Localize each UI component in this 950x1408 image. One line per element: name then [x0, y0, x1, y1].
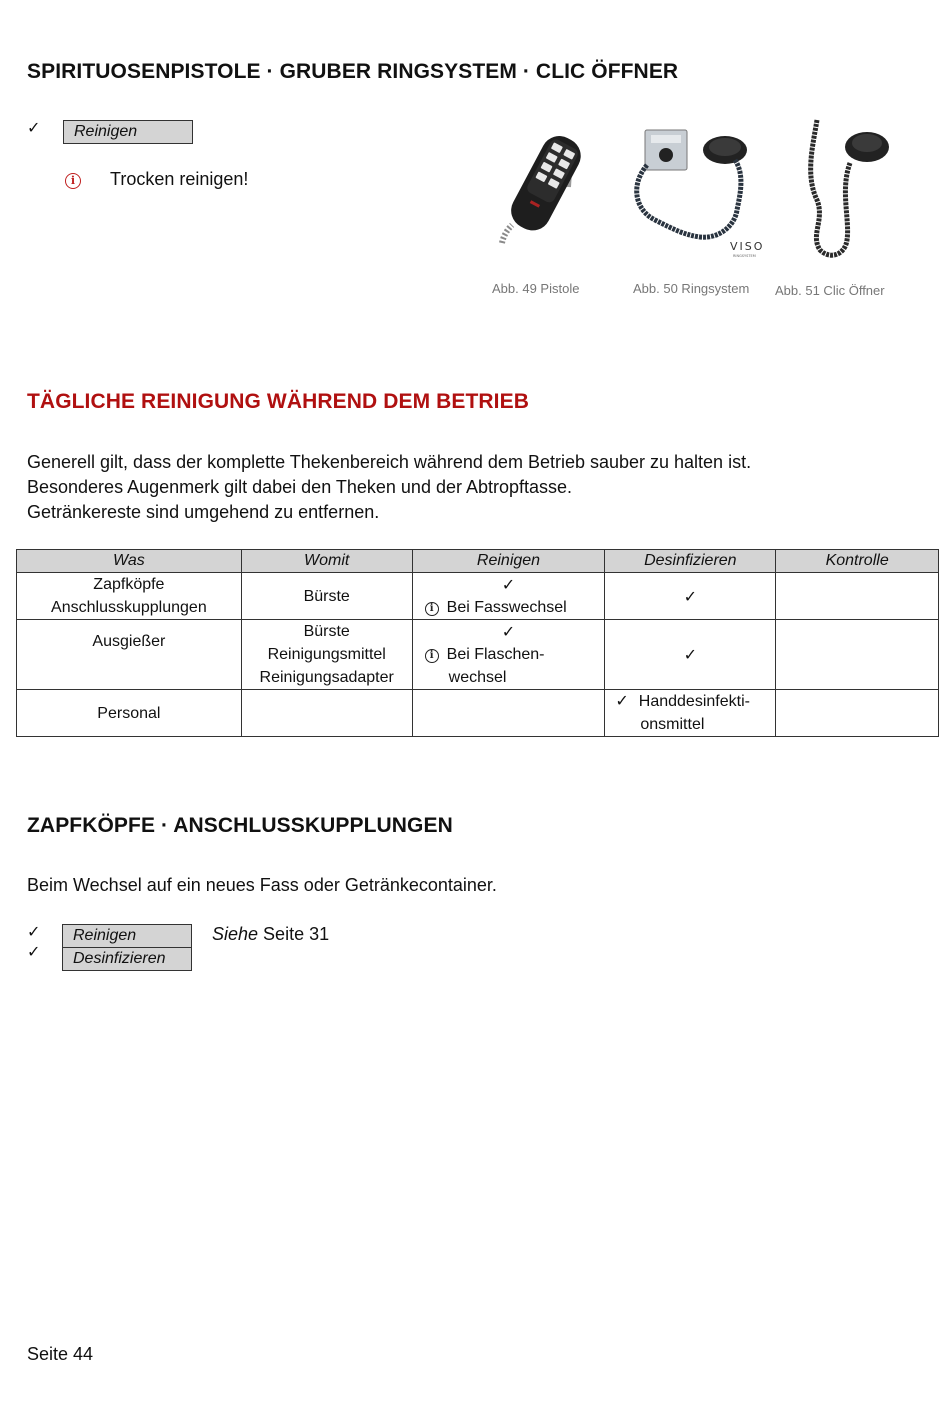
cell-note — [413, 643, 605, 666]
header-womit: Womit — [241, 550, 412, 573]
brand-sub: RINGSYSTEM — [733, 254, 756, 258]
cell-reinigen — [412, 620, 605, 690]
caption-clic-oeffner: Abb. 51 Clic Öffner — [775, 283, 885, 298]
cell-was — [17, 620, 242, 690]
cell-kontrolle — [776, 573, 939, 620]
intro-text: Beim Wechsel auf ein neues Fass oder Getränkecontainer. — [27, 875, 497, 895]
cell-text: Reinigungsmittel — [267, 646, 386, 663]
pistole-image — [490, 125, 595, 245]
reference-text: Seite 31 — [258, 924, 330, 944]
cell-text: Bei Fasswechsel — [446, 598, 567, 616]
cell-kontrolle — [776, 690, 939, 737]
ringsystem-image — [625, 125, 765, 260]
cell-desinfizieren: ✓ — [605, 573, 776, 620]
checkmark-icon: ✓ — [615, 691, 629, 710]
header-was: Was — [17, 550, 242, 573]
cell-womit — [241, 620, 412, 690]
cell-desinfizieren: ✓ — [605, 620, 776, 690]
cell-text: Personal — [97, 704, 161, 722]
caption-ringsystem: Abb. 50 Ringsystem — [633, 281, 750, 296]
cell-womit — [241, 690, 412, 737]
cell-text: Anschlusskupplungen — [51, 599, 207, 616]
cell-text: wechsel — [448, 668, 507, 686]
label-reinigen: Reinigen — [63, 120, 193, 144]
caption-pistole: Abb. 49 Pistole — [492, 281, 580, 296]
header-kontrolle: Kontrolle — [776, 550, 939, 573]
cell-text: Bürste — [303, 587, 350, 605]
section-title-taegliche-reinigung: TÄGLICHE REINIGUNG WÄHREND DEM BETRIEB — [27, 390, 529, 413]
cell-reinigen — [412, 573, 605, 620]
cell-womit — [241, 573, 412, 620]
table-row — [17, 573, 939, 620]
label-reinigen: Reinigen — [62, 924, 192, 948]
note-trocken: Trocken reinigen! — [110, 169, 249, 189]
cell-text: Handdesinfekti- — [638, 693, 750, 710]
page-reference — [212, 924, 329, 945]
header-reinigen: Reinigen — [412, 550, 605, 573]
paragraph-line: Besonderes Augenmerk gilt dabei den Theken und der Abtropftasse. — [27, 477, 573, 497]
page-number: Seite 44 — [27, 1344, 94, 1364]
cell-note — [605, 690, 775, 713]
checkmark-icon: ✓ — [501, 621, 516, 641]
cell-kontrolle — [776, 620, 939, 690]
checkmark-icon: ✓ — [27, 942, 41, 961]
paragraph-generell — [27, 450, 751, 525]
cell-text: Ausgießer — [92, 633, 166, 650]
paragraph-line: Getränkereste sind umgehend zu entfernen. — [27, 502, 380, 522]
table-row — [17, 620, 939, 690]
info-icon: i — [425, 649, 439, 663]
cell-text: Bürste — [303, 623, 350, 640]
table-header-row — [17, 550, 939, 573]
cell-text: Zapfköpfe — [93, 576, 165, 593]
paragraph-line: Generell gilt, dass der komplette Thekenbereich während dem Betrieb sauber zu halten ist. — [27, 452, 752, 472]
label-desinfizieren: Desinfizieren — [62, 947, 192, 971]
section-title-zapfkoepfe: ZAPFKÖPFE · ANSCHLUSSKUPPLUNGEN — [27, 814, 453, 837]
cleaning-table — [16, 549, 939, 737]
clic-oeffner-image — [795, 115, 895, 260]
brand-logo: VISO — [730, 240, 765, 253]
cell-text: Reinigungsadapter — [259, 669, 394, 686]
info-icon: i — [425, 602, 439, 616]
table-row — [17, 690, 939, 737]
cell-text: onsmittel — [640, 716, 705, 733]
cell-text: Bei Flaschen- — [446, 645, 545, 663]
checkmark-icon: ✓ — [501, 574, 516, 594]
checkmark-icon: ✓ — [27, 118, 41, 137]
checkmark-icon: ✓ — [27, 922, 41, 941]
cell-reinigen — [412, 690, 605, 737]
section-title-pistole: SPIRITUOSENPISTOLE · GRUBER RINGSYSTEM · CLIC ÖFFNER — [27, 60, 679, 83]
cell-desinfizieren — [605, 690, 776, 737]
cell-was — [17, 690, 242, 737]
info-icon: i — [65, 173, 81, 189]
cell-note — [413, 596, 605, 619]
reference-italic: Siehe — [212, 924, 259, 944]
cell-was — [17, 573, 242, 620]
header-desinfizieren: Desinfizieren — [605, 550, 776, 573]
